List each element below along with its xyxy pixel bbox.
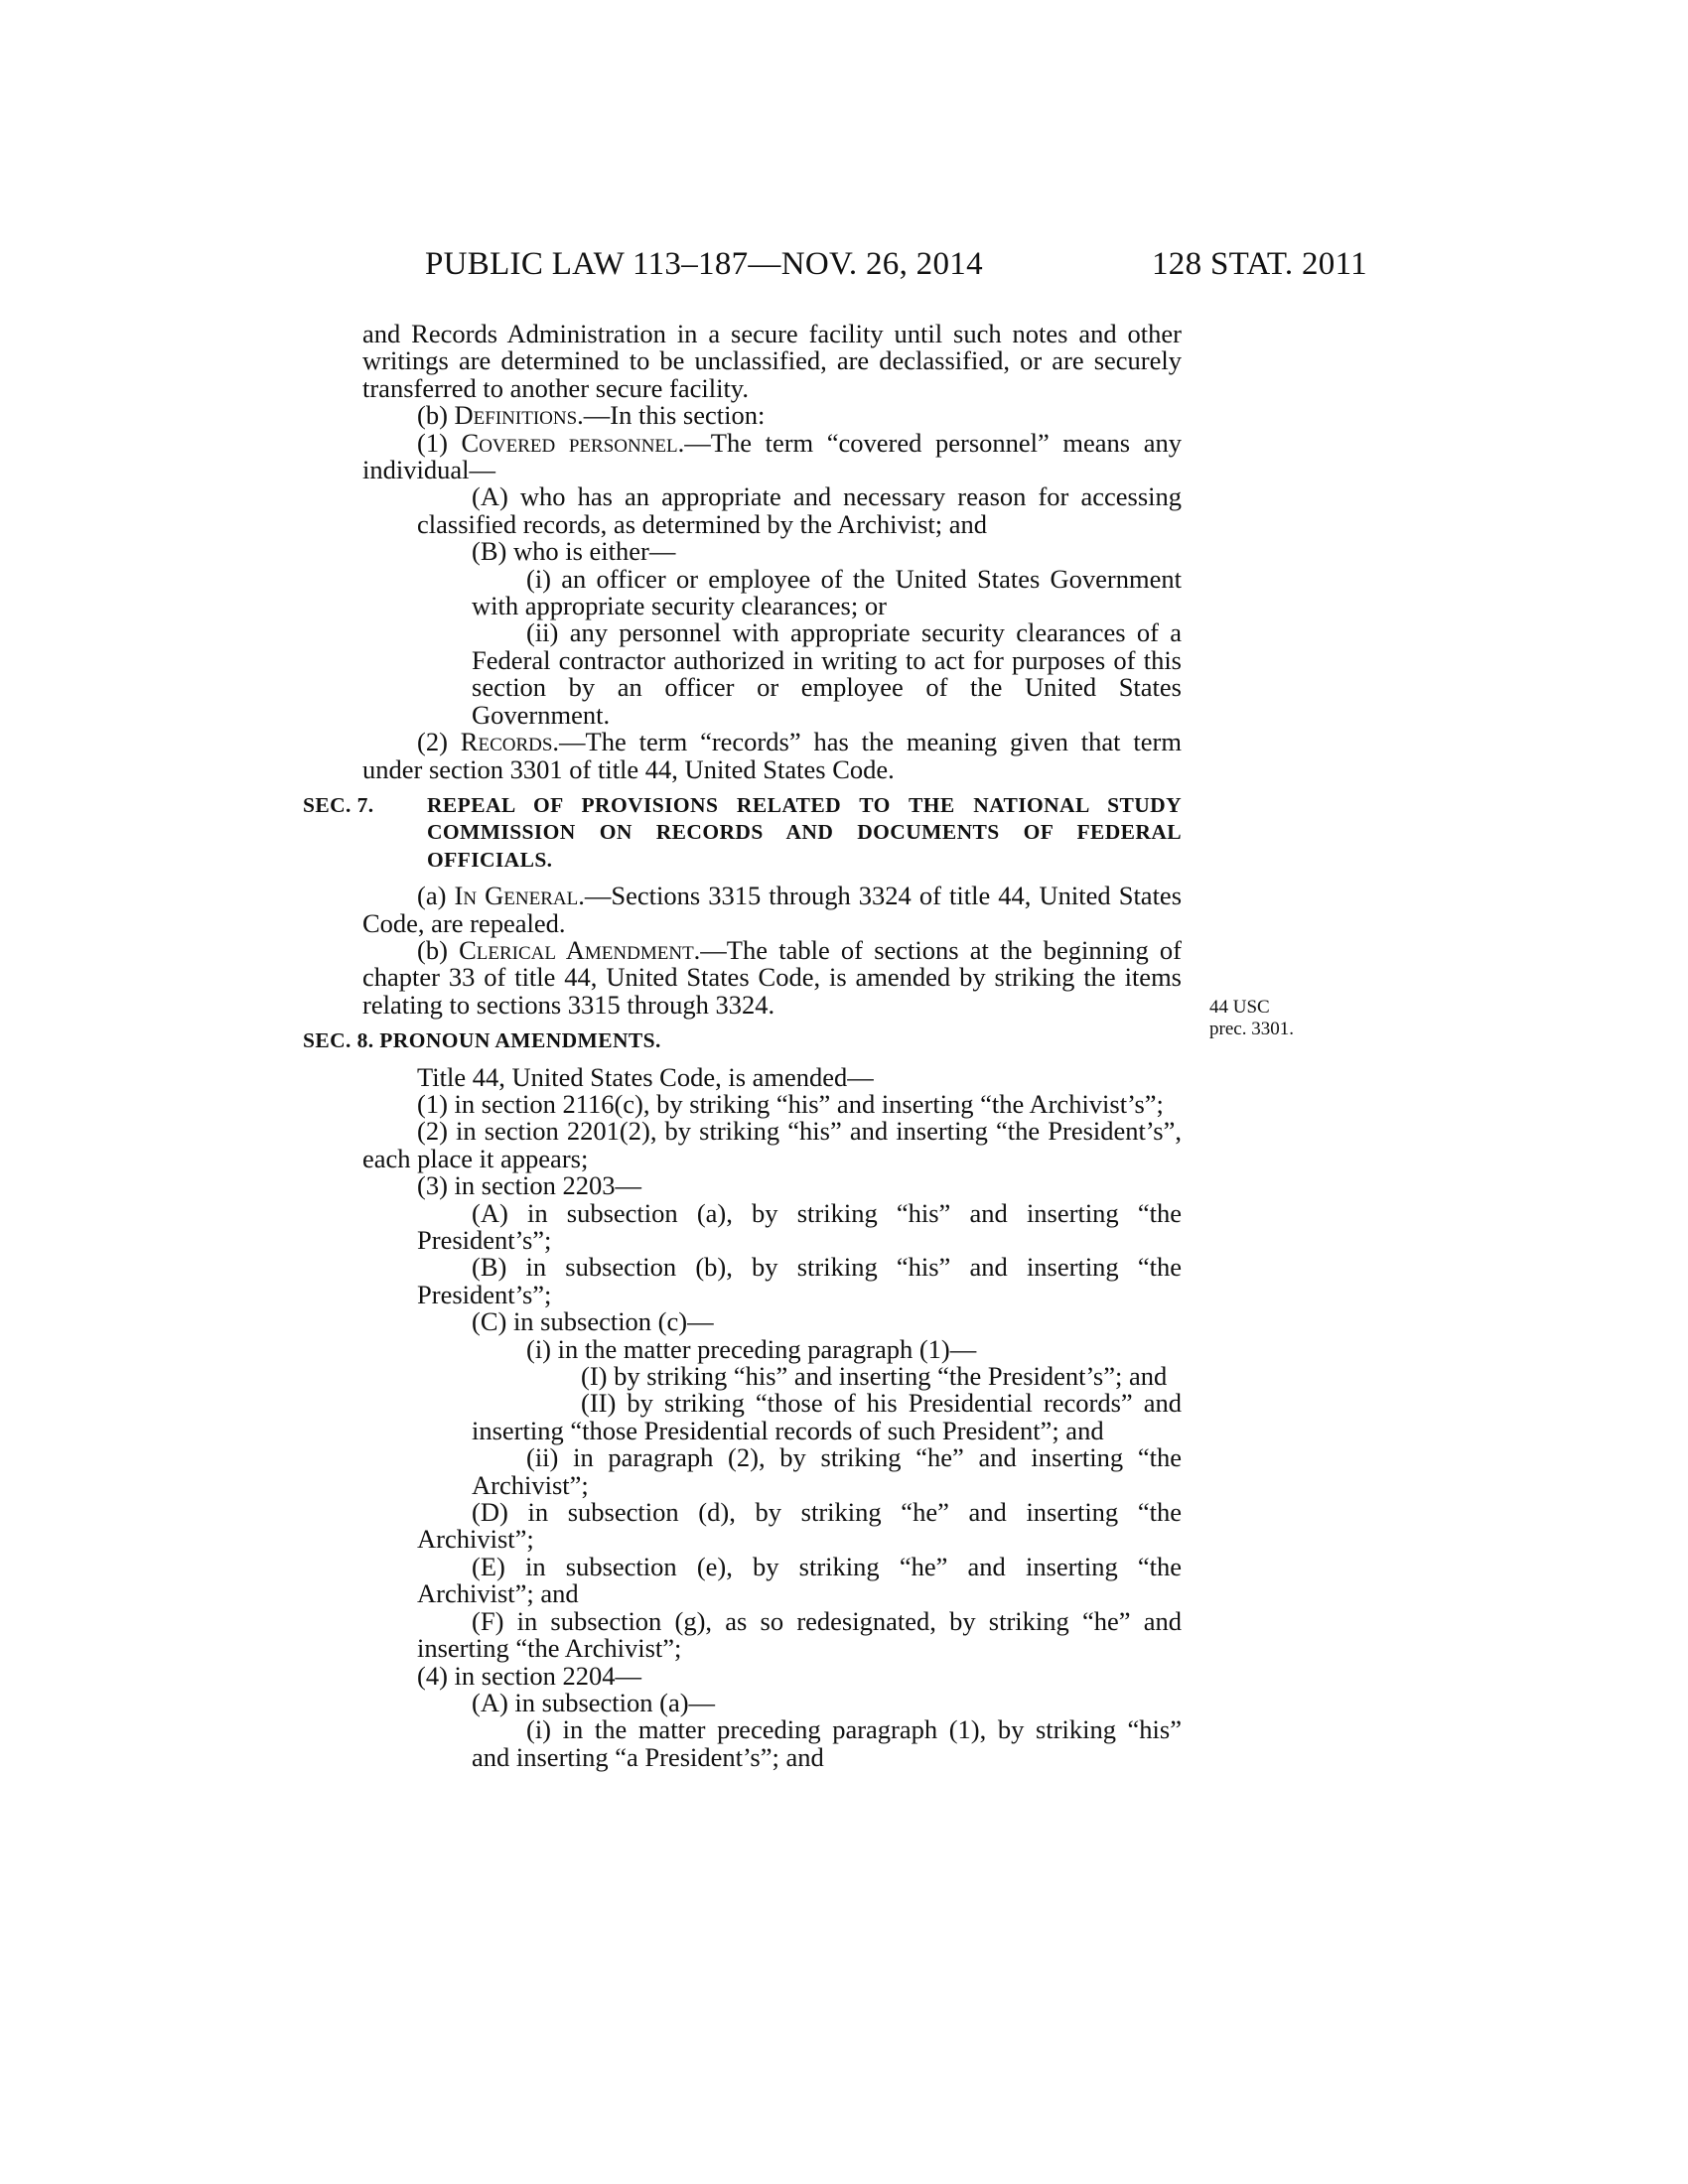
section-8-para-4: (4) in section 2204—	[417, 1660, 641, 1691]
section-8-para-4Ai: (i) in the matter preceding paragraph (1), by striking “his” and inserting “a President’s”; and	[472, 1714, 1182, 1772]
text: .—The term “covered personnel” means any individual—	[362, 427, 1182, 485]
section-number: SEC. 7.	[303, 792, 374, 817]
text: .—The table of sections at the beginning of chapter 33 of title 44, United States Code, is amended by striking the items relating to sections 3315 through 3324.	[362, 934, 1182, 1020]
section-8-para-4A: (A) in subsection (a)—	[472, 1687, 716, 1717]
section-8-para-3CiI: (I) by striking “his” and inserting “the President’s”; and	[581, 1361, 1168, 1392]
section-8-para-3Ci: (i) in the matter preceding paragraph (1)—	[526, 1333, 977, 1364]
label: (2)	[417, 727, 461, 757]
subsection-b	[362, 402, 1182, 429]
section-8-intro: Title 44, United States Code, is amended—	[417, 1061, 874, 1092]
section-8-para-3: (3) in section 2203—	[417, 1170, 641, 1201]
section-8-para-3CiII: (II) by striking “those of his Presidential records” and inserting “those Presidential records of such President”; and	[472, 1388, 1182, 1445]
text: .—Sections 3315 through 3324 of title 44, United States Code, are repealed.	[362, 881, 1183, 938]
paragraph-continued: and Records Administration in a secure facility until such notes and other writings are determined to be unclassified, are declassified, or are securely transferred to another secure facility.	[362, 319, 1182, 403]
document-body	[303, 319, 1183, 1772]
label: (a)	[417, 881, 455, 911]
section-8-para-3F: (F) in subsection (g), as so redesignated, by striking “he” and inserting “the Archivist”;	[417, 1605, 1182, 1664]
section-8-para-3C: (C) in subsection (c)—	[472, 1306, 714, 1337]
margin-note-line: 44 USC	[1209, 997, 1270, 1018]
heading: Records	[460, 727, 553, 757]
section-8-para-3A: (A) in subsection (a), by striking “his” and inserting “the President’s”;	[417, 1197, 1182, 1255]
section-8-para-1: (1) in section 2116(c), by striking “his” and inserting “the Archivist’s”;	[417, 1088, 1164, 1119]
margin-note	[1209, 997, 1294, 1040]
heading: Covered personnel	[461, 427, 678, 458]
text: .—The term “records” has the meaning given that term under section 3301 of title 44, United States Code.	[362, 727, 1182, 784]
clause-b1Bi: (i) an officer or employee of the United States Government with appropriate security clearances; or	[472, 563, 1182, 621]
section-7-heading	[303, 792, 1182, 874]
section-7-b	[362, 934, 1182, 1020]
heading: Definitions	[454, 400, 578, 431]
header-title: PUBLIC LAW 113–187—NOV. 26, 2014	[425, 246, 983, 282]
subparagraph-b1A: (A) who has an appropriate and necessary reason for accessing classified records, as determined by the Archivist; and	[417, 481, 1182, 539]
section-8-para-3E: (E) in subsection (e), by striking “he” and inserting “the Archivist”; and	[417, 1551, 1182, 1609]
text: .—In this section:	[577, 400, 766, 431]
section-8-para-3D: (D) in subsection (d), by striking “he” and inserting “the Archivist”;	[417, 1497, 1182, 1555]
section-8-para-3Cii: (ii) in paragraph (2), by striking “he” and inserting “the Archivist”;	[472, 1442, 1182, 1500]
subparagraph-b1B: (B) who is either—	[472, 536, 676, 567]
heading: In General	[454, 881, 579, 911]
page-header	[0, 246, 1688, 286]
section-title: REPEAL OF PROVISIONS RELATED TO THE NATIONAL STUDY COMMISSION ON RECORDS AND DOCUMENTS OF FEDERAL OFFICIALS.	[427, 792, 1182, 872]
heading: Clerical Amendment	[459, 934, 694, 965]
paragraph-b1	[362, 427, 1182, 485]
label: (b)	[417, 400, 455, 431]
label: (b)	[417, 934, 460, 965]
clause-b1Bii: (ii) any personnel with appropriate security clearances of a Federal contractor authorized in writing to act for purposes of this section by an officer or employee of the United States Government.	[472, 617, 1182, 730]
section-7-a	[362, 883, 1182, 937]
header-stat-page: 128 STAT. 2011	[1152, 246, 1367, 282]
label: (1)	[417, 427, 462, 458]
margin-note-line: prec. 3301.	[1209, 1019, 1294, 1039]
paragraph-b2	[362, 729, 1182, 783]
section-8-para-2: (2) in section 2201(2), by striking “his” and inserting “the President’s”, each place it appears;	[362, 1116, 1182, 1173]
section-8-para-3B: (B) in subsection (b), by striking “his” and inserting “the President’s”;	[417, 1252, 1182, 1309]
section-8-heading: SEC. 8. PRONOUN AMENDMENTS.	[303, 1028, 661, 1053]
